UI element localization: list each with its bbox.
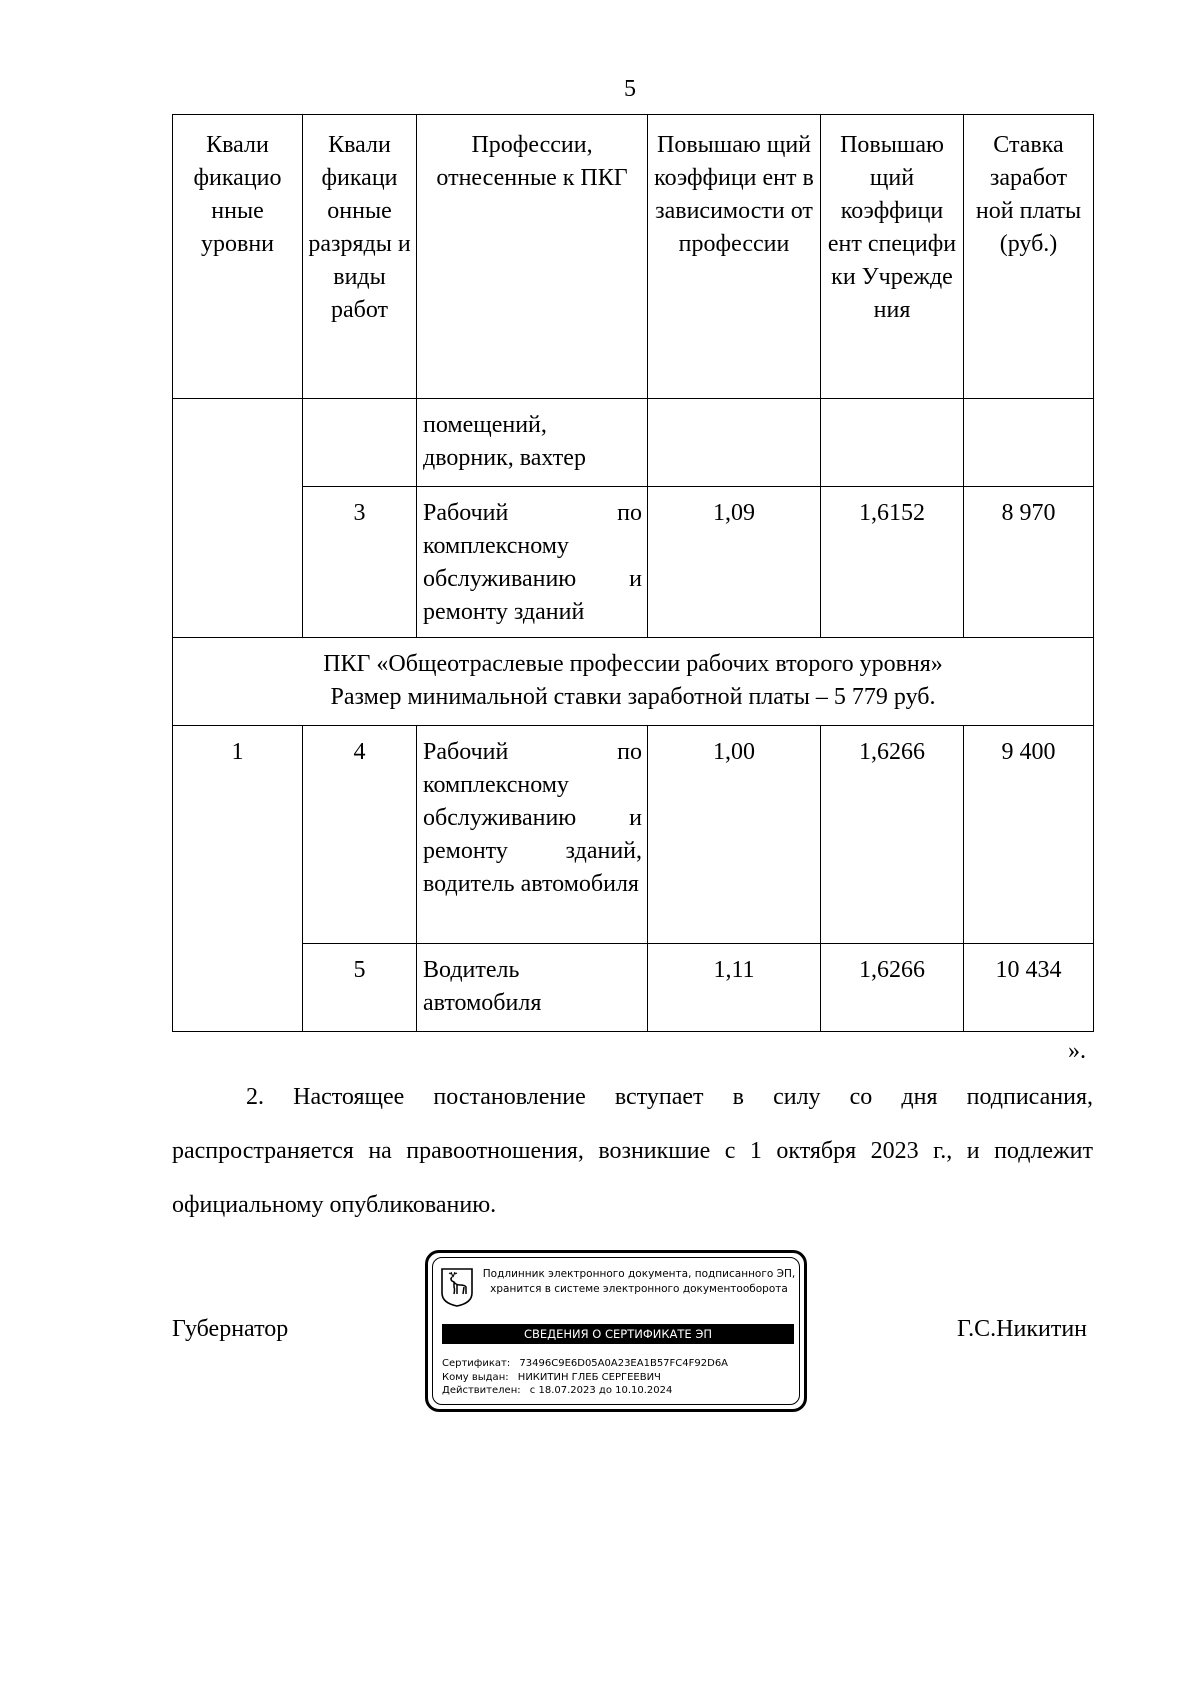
issued-to-label: Кому выдан: [442, 1371, 509, 1383]
coef-specifics-cell [821, 399, 964, 487]
group-cell [173, 638, 1094, 726]
rate-cell: 10 434 [964, 944, 1094, 1032]
rate-cell [964, 399, 1094, 487]
table-row [173, 487, 1094, 638]
stamp-certificate-banner: СВЕДЕНИЯ О СЕРТИФИКАТЕ ЭП [442, 1324, 794, 1344]
issued-to-line [442, 1371, 796, 1385]
grade-cell: 3 [303, 487, 417, 638]
header-coefficient-specifics: Повышаю щий коэффици ент специфи ки Учрежде ния [821, 115, 964, 399]
header-qualification-levels: Квали фикацио нные уровни [173, 115, 303, 399]
closing-quote: ». [1068, 1038, 1086, 1064]
coef-specifics-cell: 1,6152 [821, 487, 964, 638]
coef-profession-cell: 1,00 [648, 726, 821, 944]
grade-cell: 5 [303, 944, 417, 1032]
certificate-value: 73496C9E6D05A0A23EA1B57FC4F92D6A [519, 1358, 729, 1369]
signatory-title: Губернатор [172, 1316, 289, 1342]
resolution-paragraph: 2. Настоящее постановление вступает в силу со дня подписания, распространяется на правоотношения, возникшие с 1 октября 2023 г., и подлежит официальному опубликованию. [172, 1084, 1093, 1218]
header-salary-rate: Ставка заработ ной платы (руб.) [964, 115, 1094, 399]
rate-cell: 8 970 [964, 487, 1094, 638]
group-min-rate: Размер минимальной ставки заработной платы – 5 779 руб. [330, 684, 936, 710]
profession-cell: помещений, дворник, вахтер [417, 399, 648, 487]
electronic-signature-stamp [425, 1250, 807, 1412]
group-title: ПКГ «Общеотраслевые профессии рабочих второго уровня» [323, 651, 943, 677]
validity-label: Действителен: [442, 1385, 521, 1396]
stamp-header [482, 1267, 796, 1297]
group-row [173, 638, 1094, 726]
profession-cell: Рабочий по комплексному обслуживанию и ремонту зданий [417, 487, 648, 638]
stamp-details [442, 1357, 796, 1398]
coef-profession-cell: 1,09 [648, 487, 821, 638]
page-number: 5 [624, 76, 636, 102]
header-coefficient-profession: Повышаю щий коэффици ент в зависимости от профессии [648, 115, 821, 399]
profession-cell: Рабочий по комплексному обслуживанию и ремонту зданий, водитель автомобиля [417, 726, 648, 944]
deer-emblem-icon [440, 1267, 474, 1307]
coef-specifics-cell: 1,6266 [821, 726, 964, 944]
stamp-header-line2: хранится в системе электронного документооборота [490, 1283, 788, 1295]
issued-to-value: НИКИТИН ГЛЕБ СЕРГЕЕВИЧ [517, 1371, 661, 1383]
validity-value: с 18.07.2023 до 10.10.2024 [529, 1385, 673, 1396]
table-row [173, 726, 1094, 944]
table-row [173, 399, 1094, 487]
grade-cell [303, 399, 417, 487]
coef-profession-cell [648, 399, 821, 487]
stamp-header-line1: Подлинник электронного документа, подписанного ЭП, [482, 1268, 796, 1280]
validity-line [442, 1384, 796, 1398]
header-professions: Профессии, отнесенные к ПКГ [417, 115, 648, 399]
level-cell: 1 [173, 726, 303, 1032]
profession-cell: Водитель автомобиля [417, 944, 648, 1032]
coef-specifics-cell: 1,6266 [821, 944, 964, 1032]
rate-cell: 9 400 [964, 726, 1094, 944]
grade-cell: 4 [303, 726, 417, 944]
table-header-row [173, 115, 1094, 399]
header-qualification-grades: Квали фикаци онные разряды и виды работ [303, 115, 417, 399]
salary-table [172, 114, 1094, 1032]
certificate-line [442, 1357, 796, 1371]
certificate-label: Сертификат: [442, 1358, 511, 1369]
signatory-name: Г.С.Никитин [956, 1316, 1087, 1342]
coef-profession-cell: 1,11 [648, 944, 821, 1032]
level-cell [173, 399, 303, 638]
table-row [173, 944, 1094, 1032]
